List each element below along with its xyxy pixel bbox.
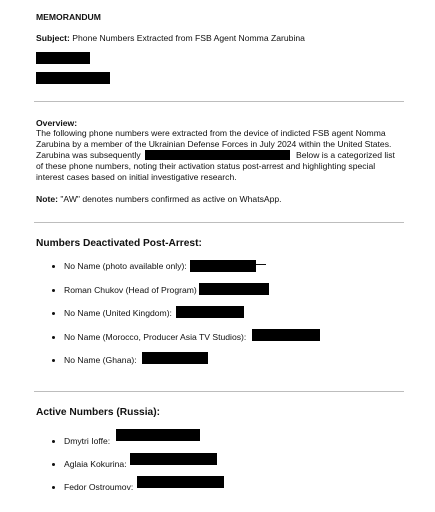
overview-line: of these phone numbers, noting their activation status post-arrest and highlighting special	[36, 161, 376, 171]
list-bullet	[52, 312, 55, 315]
overview-line: interest cases based on initial investigative research.	[36, 172, 237, 182]
list-item: Aglaia Kokurina:	[64, 459, 127, 469]
divider	[34, 391, 404, 392]
note-label: Note:	[36, 194, 58, 204]
list-item: No Name (photo available only):	[64, 261, 187, 271]
deactivated-heading: Numbers Deactivated Post-Arrest:	[36, 238, 202, 249]
redaction-block	[130, 453, 217, 465]
overview-line-start: Zarubina was subsequently	[36, 150, 141, 160]
redaction-block	[142, 352, 208, 364]
list-item: Fedor Ostroumov:	[64, 482, 134, 492]
active-heading: Active Numbers (Russia):	[36, 407, 160, 418]
memo-subject-line	[36, 33, 305, 44]
note-text: "AW" denotes numbers confirmed as active on WhatsApp.	[60, 194, 282, 204]
redaction-block	[145, 150, 290, 160]
subject-label: Subject:	[36, 33, 70, 43]
list-item: No Name (Morocco, Producer Asia TV Studios):	[64, 332, 247, 342]
redaction-block	[36, 52, 90, 64]
subject-text: Phone Numbers Extracted from FSB Agent Nomma Zarubina	[72, 33, 305, 43]
redaction-block	[252, 329, 320, 341]
list-item: No Name (Ghana):	[64, 355, 137, 365]
list-bullet	[52, 359, 55, 362]
note-line	[36, 194, 282, 205]
list-bullet	[52, 463, 55, 466]
list-bullet	[52, 289, 55, 292]
redaction-block	[190, 260, 256, 272]
overview-line: The following phone numbers were extracted from the device of indicted FSB agent Nomma	[36, 128, 386, 138]
redaction-block	[36, 72, 110, 84]
redaction-block	[116, 429, 200, 441]
redaction-tail	[256, 264, 266, 265]
memo-heading: MEMORANDUM	[36, 12, 101, 22]
redaction-block	[199, 283, 269, 295]
list-bullet	[52, 336, 55, 339]
list-bullet	[52, 265, 55, 268]
divider	[34, 101, 404, 102]
list-item: Dmytri Ioffe:	[64, 436, 111, 446]
list-item: No Name (United Kingdom):	[64, 308, 172, 318]
list-bullet	[52, 440, 55, 443]
overview-heading: Overview:	[36, 118, 78, 128]
list-item: Roman Chukov (Head of Program)	[64, 285, 197, 295]
divider	[34, 222, 404, 223]
redaction-block	[176, 306, 244, 318]
list-bullet	[52, 486, 55, 489]
overview-line-end: Below is a categorized list	[296, 150, 395, 160]
overview-line: Zarubina by a member of the Ukrainian Defense Forces in July 2024 within the United States.	[36, 139, 392, 149]
redaction-block	[137, 476, 224, 488]
